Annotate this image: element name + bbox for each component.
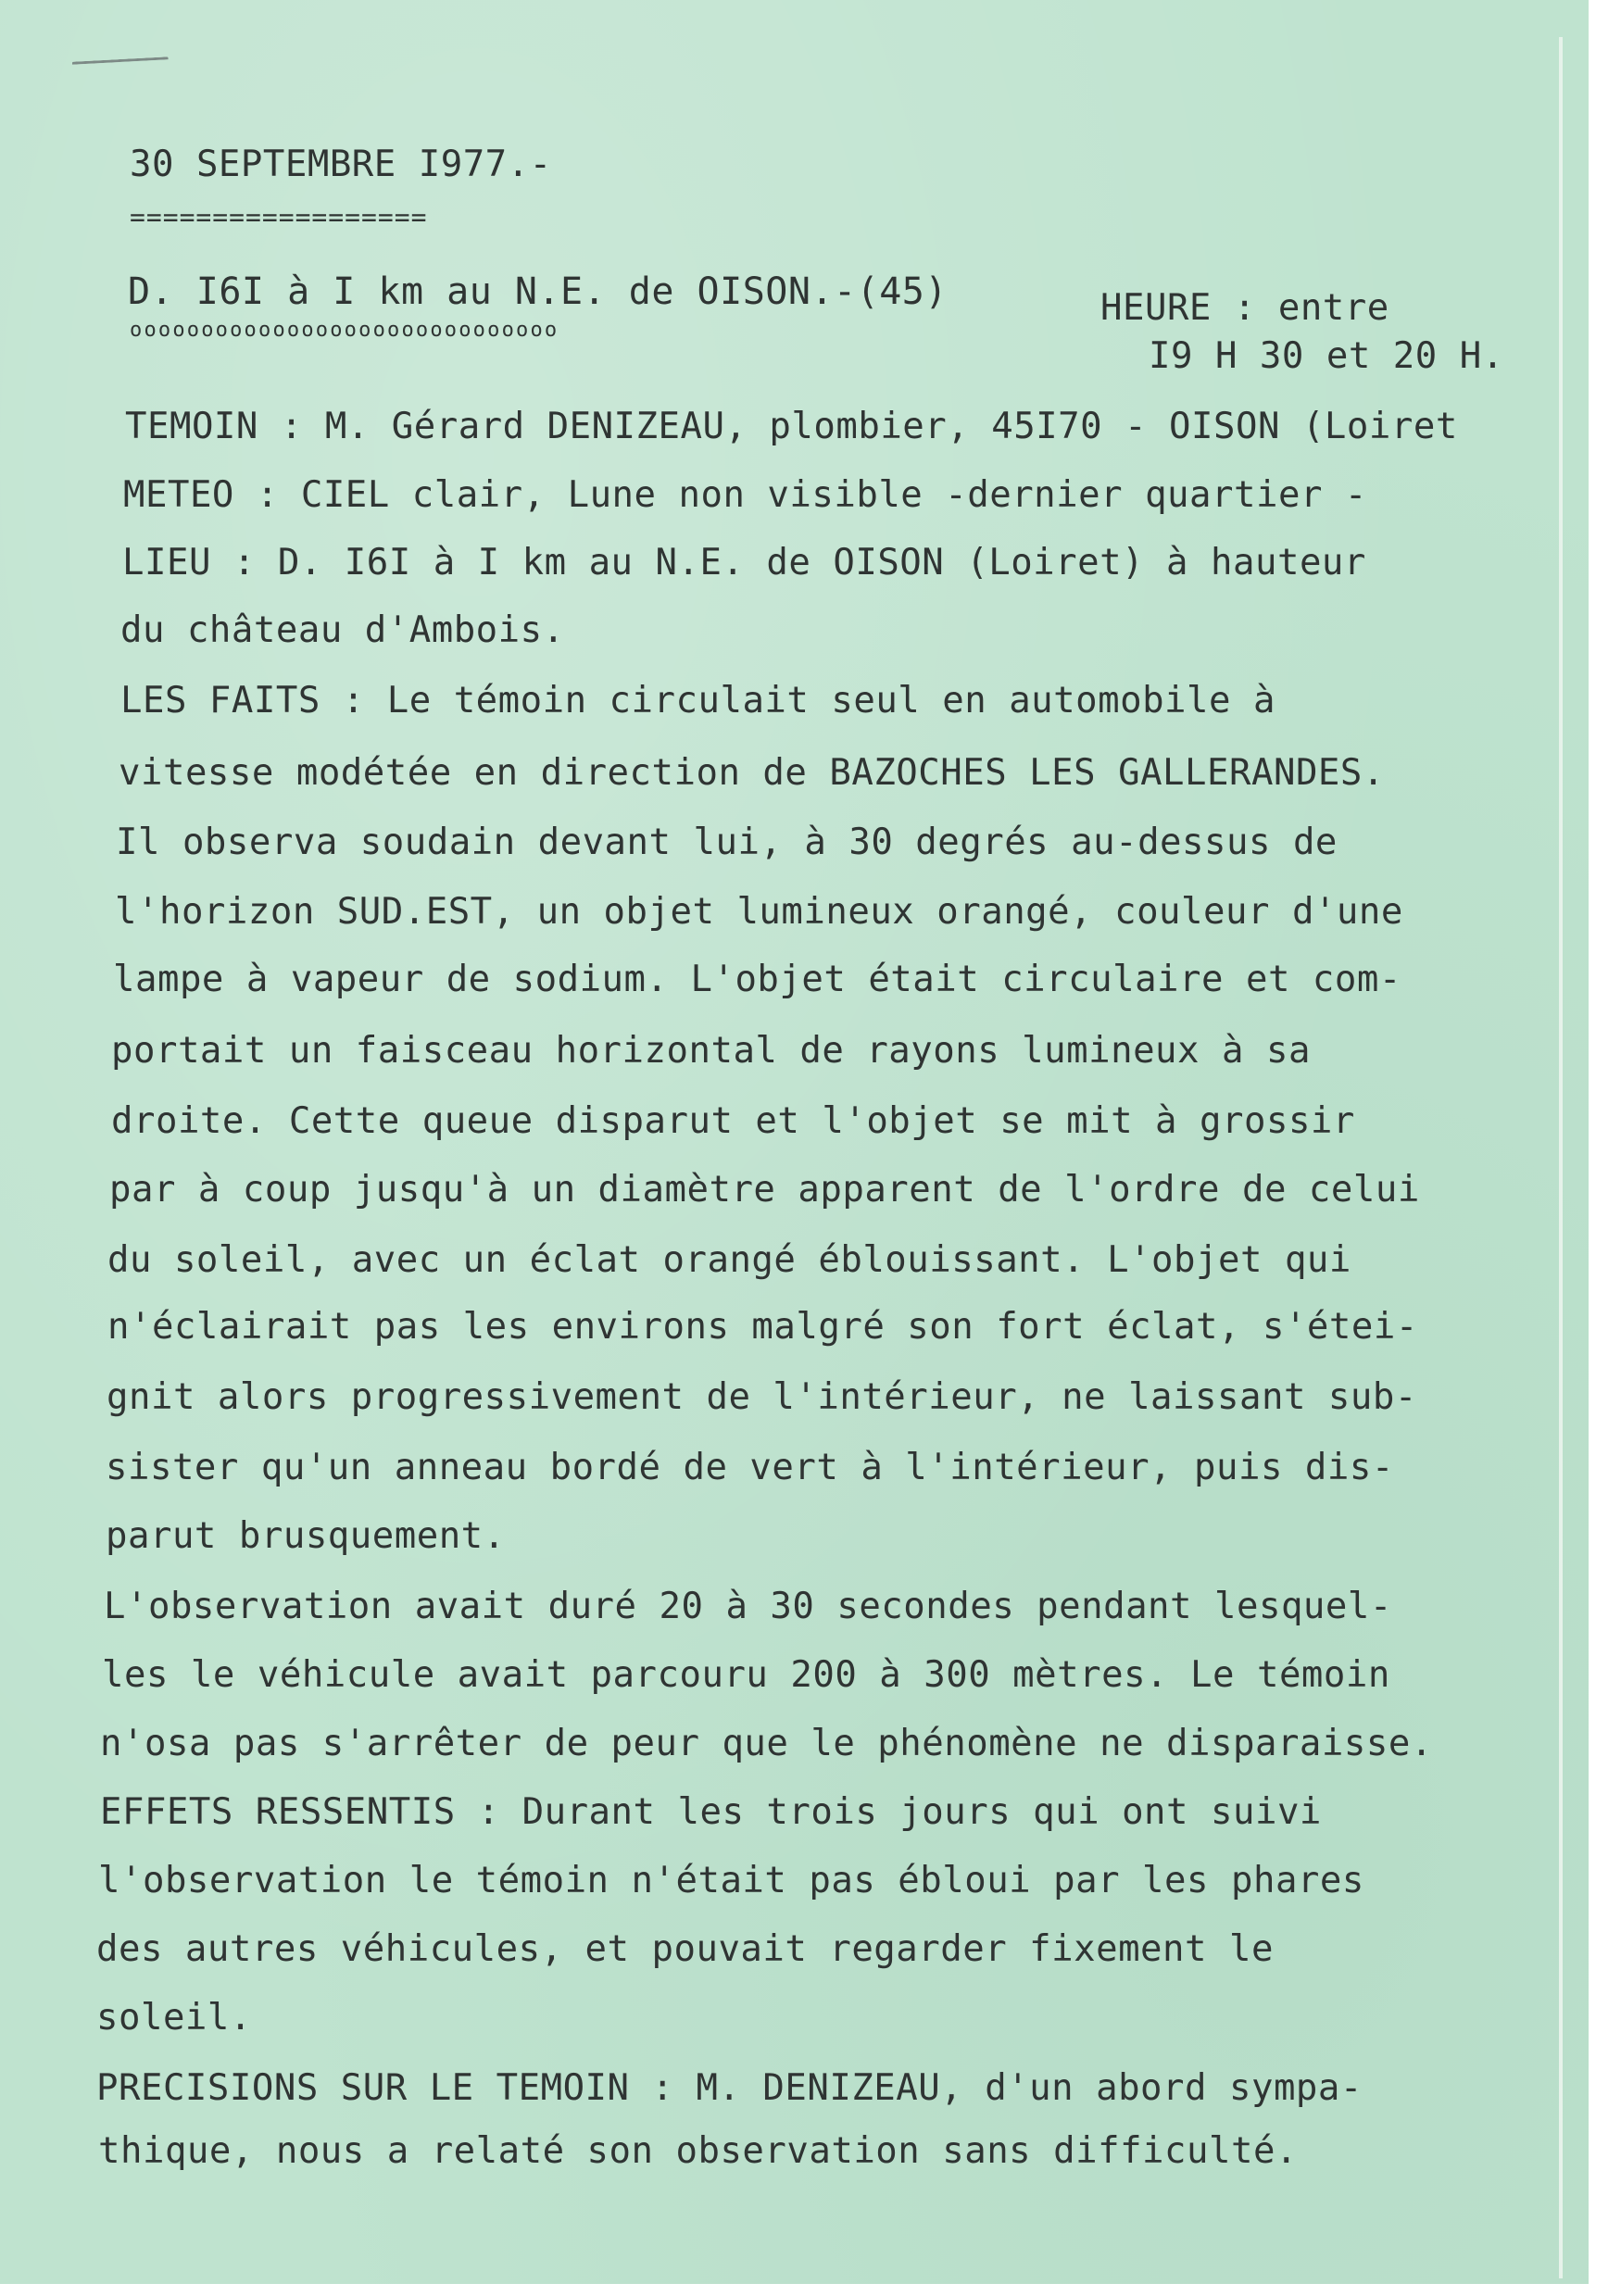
report-line: EFFETS RESSENTIS : Durant les trois jours qui ont suivi	[100, 1791, 1322, 1833]
report-line: LIEU : D. I6I à I km au N.E. de OISON (Loiret) à hauteur	[122, 542, 1366, 583]
report-line: Il observa soudain devant lui, à 30 degrés au-dessus de	[116, 822, 1338, 863]
report-line: n'osa pas s'arrêter de peur que le phénomène ne disparaisse.	[100, 1723, 1433, 1764]
report-line: du soleil, avec un éclat orangé éblouissant. L'objet qui	[107, 1239, 1351, 1281]
report-line: gnit alors progressivement de l'intérieur, ne laissant sub-	[107, 1376, 1417, 1418]
report-line: n'éclairait pas les environs malgré son fort éclat, s'étei-	[107, 1306, 1418, 1348]
report-line: des autres véhicules, et pouvait regarder fixement le	[96, 1928, 1274, 1970]
report-line: du château d'Ambois.	[120, 609, 565, 651]
report-line: vitesse modétée en direction de BAZOCHES LES GALLERANDES.	[119, 752, 1385, 794]
date-underline: ==================	[130, 202, 428, 232]
heure-label: HEURE : entre	[1100, 287, 1389, 329]
paper-edge	[1559, 37, 1563, 2278]
heure-value: I9 H 30 et 20 H.	[1149, 335, 1504, 377]
report-line: METEO : CIEL clair, Lune non visible -dernier quartier -	[123, 474, 1367, 516]
report-line: l'horizon SUD.EST, un objet lumineux orangé, couleur d'une	[115, 891, 1403, 933]
report-line: PRECISIONS SUR LE TEMOIN : M. DENIZEAU, d'un abord sympa-	[96, 2067, 1363, 2109]
report-line: l'observation le témoin n'était pas ébloui par les phares	[98, 1860, 1364, 1901]
report-line: LES FAITS : Le témoin circulait seul en automobile à	[120, 680, 1275, 721]
document-date: 30 SEPTEMBRE I977.-	[130, 144, 552, 185]
route-underline: oooooooooooooooooooooooooooooo	[130, 319, 559, 342]
report-line: sister qu'un anneau bordé de vert à l'intérieur, puis dis-	[106, 1447, 1394, 1488]
report-line: parut brusquement.	[106, 1515, 506, 1557]
report-line: TEMOIN : M. Gérard DENIZEAU, plombier, 45I70 - OISON (Loiret	[125, 406, 1458, 447]
report-line: les le véhicule avait parcouru 200 à 300 mètres. Le témoin	[102, 1654, 1390, 1696]
report-line: portait un faisceau horizontal de rayons lumineux à sa	[111, 1030, 1311, 1072]
report-line: droite. Cette queue disparut et l'objet se mit à grossir	[111, 1100, 1355, 1142]
report-line: thique, nous a relaté son observation sans difficulté.	[98, 2130, 1298, 2172]
report-line: soleil.	[96, 1997, 252, 2039]
route-heading: D. I6I à I km au N.E. de OISON.-(45)	[128, 270, 948, 313]
report-line: par à coup jusqu'à un diamètre apparent de l'ordre de celui	[109, 1169, 1420, 1211]
report-line: lampe à vapeur de sodium. L'objet était circulaire et com-	[113, 959, 1401, 1000]
staple-mark	[72, 56, 169, 71]
report-line: L'observation avait duré 20 à 30 secondes pendant lesquel-	[104, 1586, 1392, 1627]
